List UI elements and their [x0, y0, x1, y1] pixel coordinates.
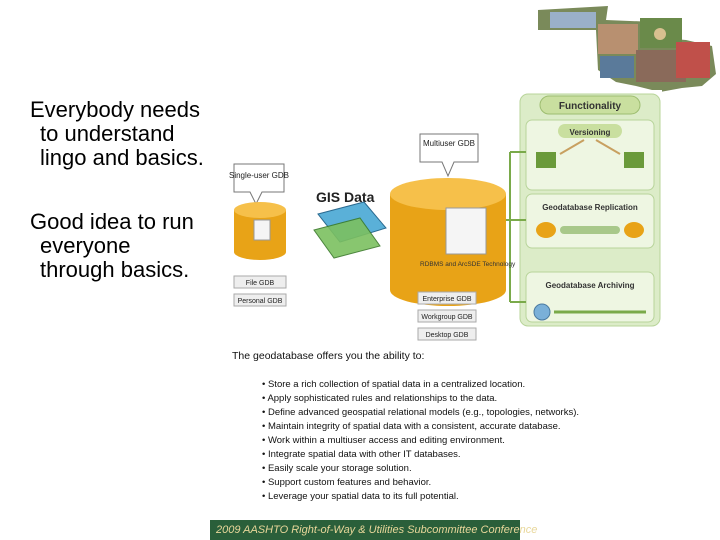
computer-icon	[536, 152, 556, 168]
versioning-label: Versioning	[569, 128, 611, 137]
rdbms-label: RDBMS and ArcSDE Technology	[420, 261, 516, 268]
file-gdb-label: File GDB	[245, 280, 275, 287]
list-item: • Store a rich collection of spatial data in a centralized location.	[262, 379, 526, 390]
database-icon	[536, 222, 556, 238]
archiving-label: Geodatabase Archiving	[545, 281, 635, 290]
bullet-item: Good idea to run everyone through basics.	[30, 209, 194, 282]
workgroup-gdb-label: Workgroup GDB	[421, 314, 473, 321]
list-item: • Apply sophisticated rules and relationships to the data.	[262, 393, 498, 404]
clock-icon	[534, 304, 550, 320]
list-item: • Leverage your spatial data to its full potential.	[262, 491, 459, 502]
database-icon	[624, 222, 644, 238]
figure-caption: The geodatabase offers you the ability to:	[232, 350, 425, 362]
list-item: • Easily scale your storage solution.	[262, 463, 412, 474]
desktop-gdb-label: Desktop GDB	[425, 332, 469, 339]
single-user-label: Single-user GDB	[228, 171, 290, 180]
list-item: • Maintain integrity of spatial data with a consistent, accurate database.	[262, 421, 561, 432]
multiuser-label: Multiuser GDB	[422, 139, 476, 148]
gis-data-label: GIS Data	[316, 189, 375, 205]
list-item: • Define advanced geospatial relational models (e.g., topologies, networks).	[262, 407, 580, 418]
bullet-list	[30, 98, 210, 322]
replication-label: Geodatabase Replication	[542, 203, 638, 212]
ability-list	[262, 378, 579, 504]
oklahoma-photo-banner	[536, 0, 720, 100]
enterprise-gdb-label: Enterprise GDB	[422, 296, 472, 303]
conference-footer: 2009 AASHTO Right-of-Way & Utilities Subcommittee Conference	[210, 520, 520, 540]
functionality-label: Functionality	[558, 101, 622, 112]
computer-icon	[624, 152, 644, 168]
list-item: • Work within a multiuser access and editing environment.	[262, 435, 505, 446]
list-item: • Integrate spatial data with other IT databases.	[262, 449, 461, 460]
list-item: • Support custom features and behavior.	[262, 477, 432, 488]
bullet-item: Everybody needs to understand lingo and basics.	[30, 97, 204, 170]
personal-gdb-label: Personal GDB	[237, 298, 283, 305]
